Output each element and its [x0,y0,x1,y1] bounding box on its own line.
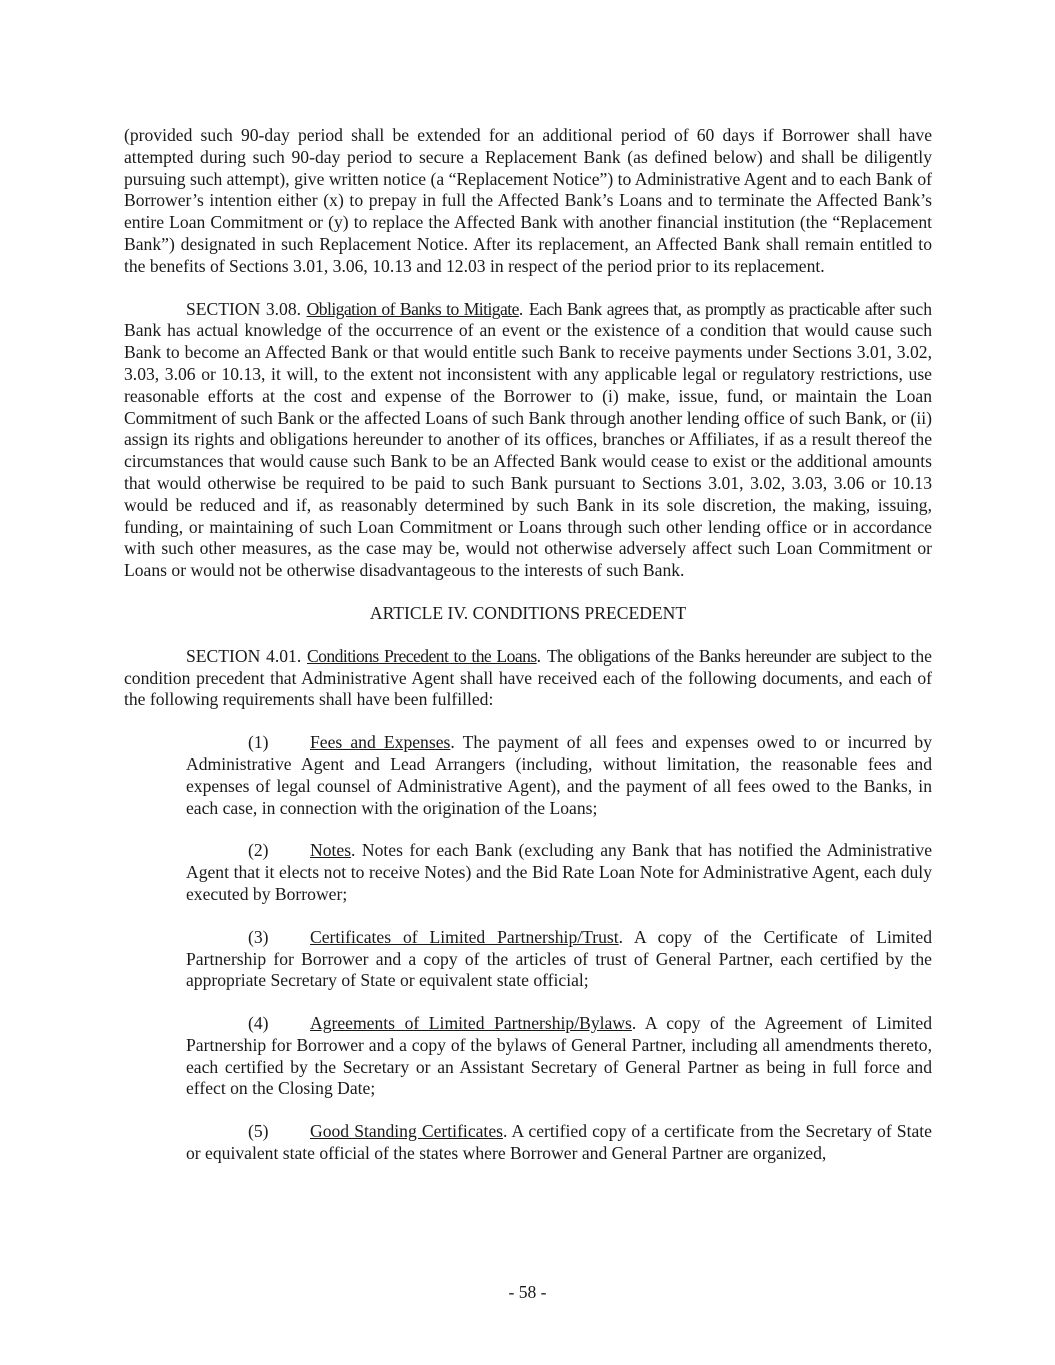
condition-item-1: (1) Fees and Expenses. The payment of all fees and expenses owed to or incurred by Administrative Agent and Lead Arrangers (including, without limitation, the reasonable fees and expenses of legal counsel of Administrative Agent), and the payment of all fees owed to the Banks, in each case, in connection with the origination of the Loans; [186,732,933,818]
item-text: A copy of the Certificate of Limited Partnership for Borrower and a copy of the articles of trust of General Partner, each certified by the appropriate Secretary of State or equivalent state official; [186,926,933,991]
item-number: (3) [248,926,269,947]
item-number: (4) [248,1013,269,1034]
section-3-08-number: SECTION 3.08. [186,298,302,319]
item-number: (2) [248,840,269,861]
page-number: - 58 - [508,1282,547,1302]
section-4-01-body: the condition precedent that Administrative Agent shall have received each of the following documents, and each of the following requirements shall have been fulfilled: [124,645,932,710]
section-4-01: SECTION 4.01. Conditions Precedent to the Loans. The obligations of the Banks hereunder are subject to the condition precedent that Administrative Agent shall have received each of the following documents, and each of the following requirements shall have been fulfilled: [124,645,932,710]
item-number: (5) [248,1121,269,1142]
condition-item-2: (2) Notes. Notes for each Bank (excluding any Bank that has notified the Administrative Agent that it elects not to receive Notes) and the Bid Rate Loan Note for Administrative Agent, each duly executed by Borrower; [186,840,932,904]
item-title: Certificates of Limited Partnership/Trust [310,926,619,947]
section-3-08-body: such Bank has actual knowledge of the occurrence of an event or the existence of a condition that would cause such Bank to become an Affected Bank or that would entitle such Bank to receive payments under Sections 3.01, 3.02, 3.03, 3.06 or 10.13, it will, to the extent not inconsistent with any applicable legal or regulatory restrictions, use reasonable efforts at the cost and expense of the Borrower to (i) make, issue, fund, or maintain the Loan Commitment of such Bank or the affected Loans of such Bank through another lending office of such Bank, or (ii) assign its rights and obligations hereunder to another of its offices, branches or Affiliates, if as a result thereof the circumstances that would cause such Bank to be an Affected Bank would cease to exist or the additional amounts that would otherwise be required to be paid to such Bank pursuant to Sections 3.01, 3.02, 3.03, 3.06 or 10.13 would be reduced and if, as reasonably determined by such Bank in its sole discretion, the making, issuing, funding, or maintaining of such Loan Commitment or Loans through such other lending office or in accordance with such other measures, as the case may be, would not otherwise adversely affect such Loan Commitment or Loans or would not be otherwise disadvantageous to the interests of such Bank. [124,298,932,581]
condition-item-5: (5) Good Standing Certificates. A certified copy of a certificate from the Secretary of State or equivalent state official of the states where Borrower and General Partner are organized, [186,1121,932,1164]
section-3-08-lead: Each Bank agrees that, as promptly as practicable after [528,298,895,319]
item-number: (1) [248,732,269,753]
item-text: Notes for each Bank (excluding any Bank that has notified the Administrative Agent that it elects not to receive Notes) and the Bid Rate Loan Note for Administrative Agent, each duly executed by Borrower; [186,840,932,904]
item-title: Agreements of Limited Partnership/Bylaws [310,1013,632,1034]
condition-item-4: (4) Agreements of Limited Partnership/Bylaws. A copy of the Agreement of Limited Partnership for Borrower and a copy of the bylaws of General Partner, including all amendments thereto, each certified by the Secretary or an Assistant Secretary of General Partner as being in full force and effect on the Closing Date; [186,1013,933,1099]
condition-item-3: (3) Certificates of Limited Partnership/Trust. A copy of the Certificate of Limited Partnership for Borrower and a copy of the articles of trust of General Partner, each certified by the appropriate Secretary of State or equivalent state official; [186,926,933,991]
item-text: The payment of all fees and expenses owed to or incurred by Administrative Agent and Lead Arrangers (including, without limitation, the reasonable fees and expenses of legal counsel of Administrative Agent), and the payment of all fees owed to the Banks, in each case, in connection with the origination of the Loans; [186,732,933,818]
item-title: Notes [310,840,352,861]
section-4-01-number: SECTION 4.01. [186,645,302,666]
section-3-08: SECTION 3.08. Obligation of Banks to Mitigate. Each Bank agrees that, as promptly as practicable after such Bank has actual knowledge of the occurrence of an event or the existence of a condition that would cause such Bank to become an Affected Bank or that would entitle such Bank to receive payments under Sections 3.01, 3.02, 3.03, 3.06 or 10.13, it will, to the extent not inconsistent with any applicable legal or regulatory restrictions, use reasonable efforts at the cost and expense of the Borrower to (i) make, issue, fund, or maintain the Loan Commitment of such Bank or the affected Loans of such Bank through another lending office of such Bank, or (ii) assign its rights and obligations hereunder to another of its offices, branches or Affiliates, if as a result thereof the circumstances that would cause such Bank to be an Affected Bank would cease to exist or the additional amounts that would otherwise be required to be paid to such Bank pursuant to Sections 3.01, 3.02, 3.03, 3.06 or 10.13 would be reduced and if, as reasonably determined by such Bank in its sole discretion, the making, issuing, funding, or maintaining of such Loan Commitment or Loans through such other lending office or in accordance with such other measures, as the case may be, would not otherwise adversely affect such Loan Commitment or Loans or would not be otherwise disadvantageous to the interests of such Bank. [124,298,932,581]
item-title: Fees and Expenses [310,732,451,753]
item-text: A copy of the Agreement of Limited Partnership for Borrower and a copy of the bylaws of General Partner, including all amendments thereto, each certified by the Secretary or an Assistant Secretary of General Partner as being in full force and effect on the Closing Date; [186,1013,933,1099]
section-3-08-title: Obligation of Banks to Mitigate [306,298,519,319]
item-title: Good Standing Certificates [310,1121,503,1142]
article-heading: ARTICLE IV. CONDITIONS PRECEDENT [369,602,687,623]
section-4-01-title: Conditions Precedent to the Loans [307,645,537,666]
section-4-01-lead: The obligations of the Banks hereunder are subject to [546,645,905,666]
opening-paragraph: (provided such 90-day period shall be extended for an additional period of 60 days if Borrower shall have attempted during such 90-day period to secure a Replacement Bank (as defined below) and shall be diligently pursuing such attempt), give written notice (a “Replacement Notice”) to Administrative Agent and to each Bank of Borrower’s intention either (x) to prepay in full the Affected Bank’s Loans and to terminate the Affected Bank’s entire Loan Commitment or (y) to replace the Affected Bank with another financial institution (the “Replacement Bank”) designated in such Replacement Notice. After its replacement, an Affected Bank shall remain entitled to the benefits of Sections 3.01, 3.06, 10.13 and 12.03 in respect of the period prior to its replacement. [124,125,932,276]
document-page [124,125,932,1186]
item-text: A certified copy of a certificate from the Secretary of State or equivalent state official of the states where Borrower and General Partner are organized, [186,1121,932,1164]
